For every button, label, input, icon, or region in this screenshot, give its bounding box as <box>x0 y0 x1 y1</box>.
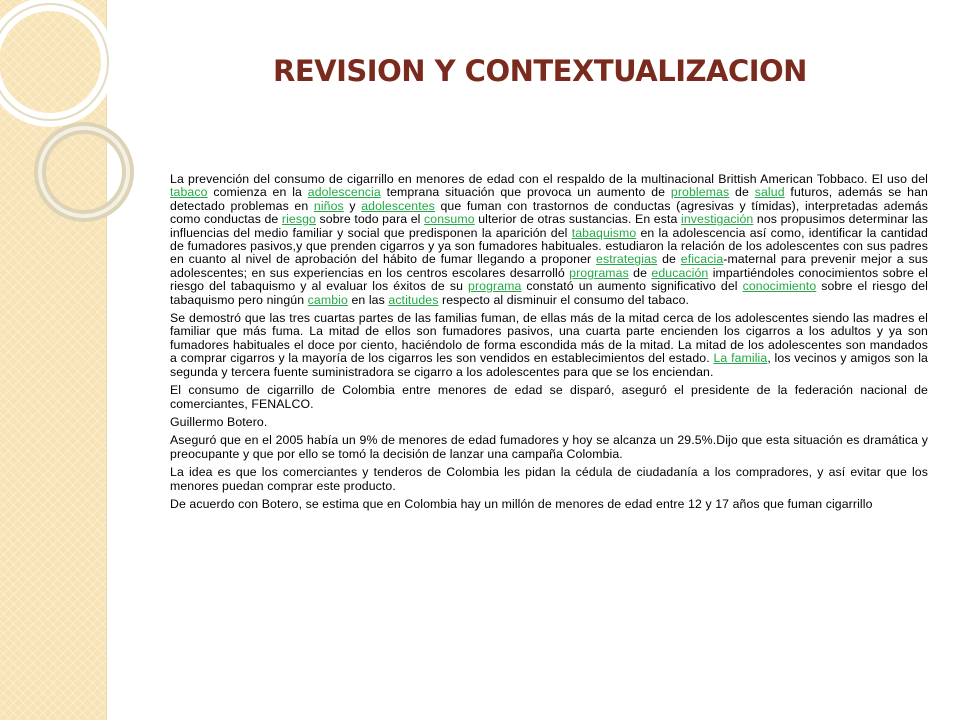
hyperlink[interactable]: conocimiento <box>742 279 817 294</box>
hyperlink[interactable]: niños <box>313 198 344 213</box>
decorative-ring-small-inner <box>40 128 128 216</box>
paragraph: Guillermo Botero. <box>170 414 268 429</box>
paragraph: El consumo de cigarrillo de Colombia entre menores de edad se disparó, aseguró el presidente de la federación nacional de comerciantes, FENALCO. <box>170 383 928 411</box>
paragraph: La idea es que los comerciantes y tenderos de Colombia les pidan la cédula de ciudadanía a los compradores, y así evitar que los menores puedan comprar este producto. <box>170 465 928 493</box>
hyperlink[interactable]: tabaco <box>170 185 208 200</box>
paragraph: De acuerdo con Botero, se estima que en Colombia hay un millón de menores de edad entre 12 y 17 años que fuman cigarrillo <box>170 496 873 511</box>
hyperlink[interactable]: cambio <box>307 292 348 307</box>
decorative-rings <box>0 0 140 300</box>
hyperlink[interactable]: tabaquismo <box>571 225 637 240</box>
hyperlink[interactable]: La familia <box>713 351 768 366</box>
hyperlink[interactable]: salud <box>754 185 785 200</box>
hyperlink[interactable]: adolescencia <box>307 185 381 200</box>
paragraph: Aseguró que en el 2005 había un 9% de menores de edad fumadores y hoy se alcanza un 29.5%.Dijo que esta situación es dramática y preocupante y que por ello se tomó la decisión de lanzar una campaña Colombia. <box>170 433 928 461</box>
hyperlink[interactable]: actitudes <box>388 292 439 307</box>
hyperlink[interactable]: adolescentes <box>361 198 435 213</box>
hyperlink[interactable]: investigación <box>680 212 754 227</box>
hyperlink[interactable]: estrategias <box>596 252 658 267</box>
hyperlink[interactable]: programa <box>468 279 522 294</box>
paragraph: Se demostró que las tres cuartas partes de las familias fuman, de ellas más de la mitad cerca de los adolescentes siendo las madres el familiar que más fuma. La mitad de ellos son fumadores pasivos, una cuarta parte encienden los cigarros a los adultos y ya son fumadores habituales el doce por ciento, haciéndolo de forma escondida más de la mitad. La mitad de los adolescentes son mandados a comprar cigarros y la mayoría de los cigarros les son vendidos en establecimientos del estado. La familia, los vecinos y amigos son la segunda y tercera fuente suministradora se cigarro a los adolescentes para que se los enciendan. <box>170 311 928 379</box>
page-title: REVISION Y CONTEXTUALIZACION <box>273 54 807 88</box>
hyperlink[interactable]: programas <box>569 265 629 280</box>
hyperlink[interactable]: riesgo <box>281 212 316 227</box>
hyperlink[interactable]: eficacia <box>680 252 724 267</box>
body-text <box>170 173 928 516</box>
hyperlink[interactable]: problemas <box>670 185 730 200</box>
paragraph: La prevención del consumo de cigarrillo en menores de edad con el respaldo de la multinacional Brittish American Tobbaco. El uso del tabaco comienza en la adolescencia temprana situación que provoca un aumento de problemas de salud futuros, además se han detectado problemas en niños y adolescentes que fuman con trastornos de conductas (agresivas y tímidas), interpretadas además como conductas de riesgo sobre todo para el consumo ulterior de otras sustancias. En esta investigación nos propusimos determinar las influencias del medio familiar y social que predisponen la aparición del tabaquismo en la adolescencia así como, identificar la cantidad de fumadores pasivos,y que prenden cigarros y ya son fumadores habituales. estudiaron la relación de los adolescentes con sus padres en cuanto al nivel de aprobación del hábito de fumar llegando a proponer estrategias de eficacia-maternal para prevenir mejor a sus adolescentes; en sus experiencias en los centros escolares desarrolló programas de educación impartiéndoles conocimientos sobre el riesgo del tabaquismo y al evaluar los éxitos de su programa constató un aumento significativo del conocimiento sobre el riesgo del tabaquismo pero ningún cambio en las actitudes respecto al disminuir el consumo del tabaco. <box>170 172 929 307</box>
hyperlink[interactable]: consumo <box>424 212 475 227</box>
hyperlink[interactable]: educación <box>651 265 709 280</box>
